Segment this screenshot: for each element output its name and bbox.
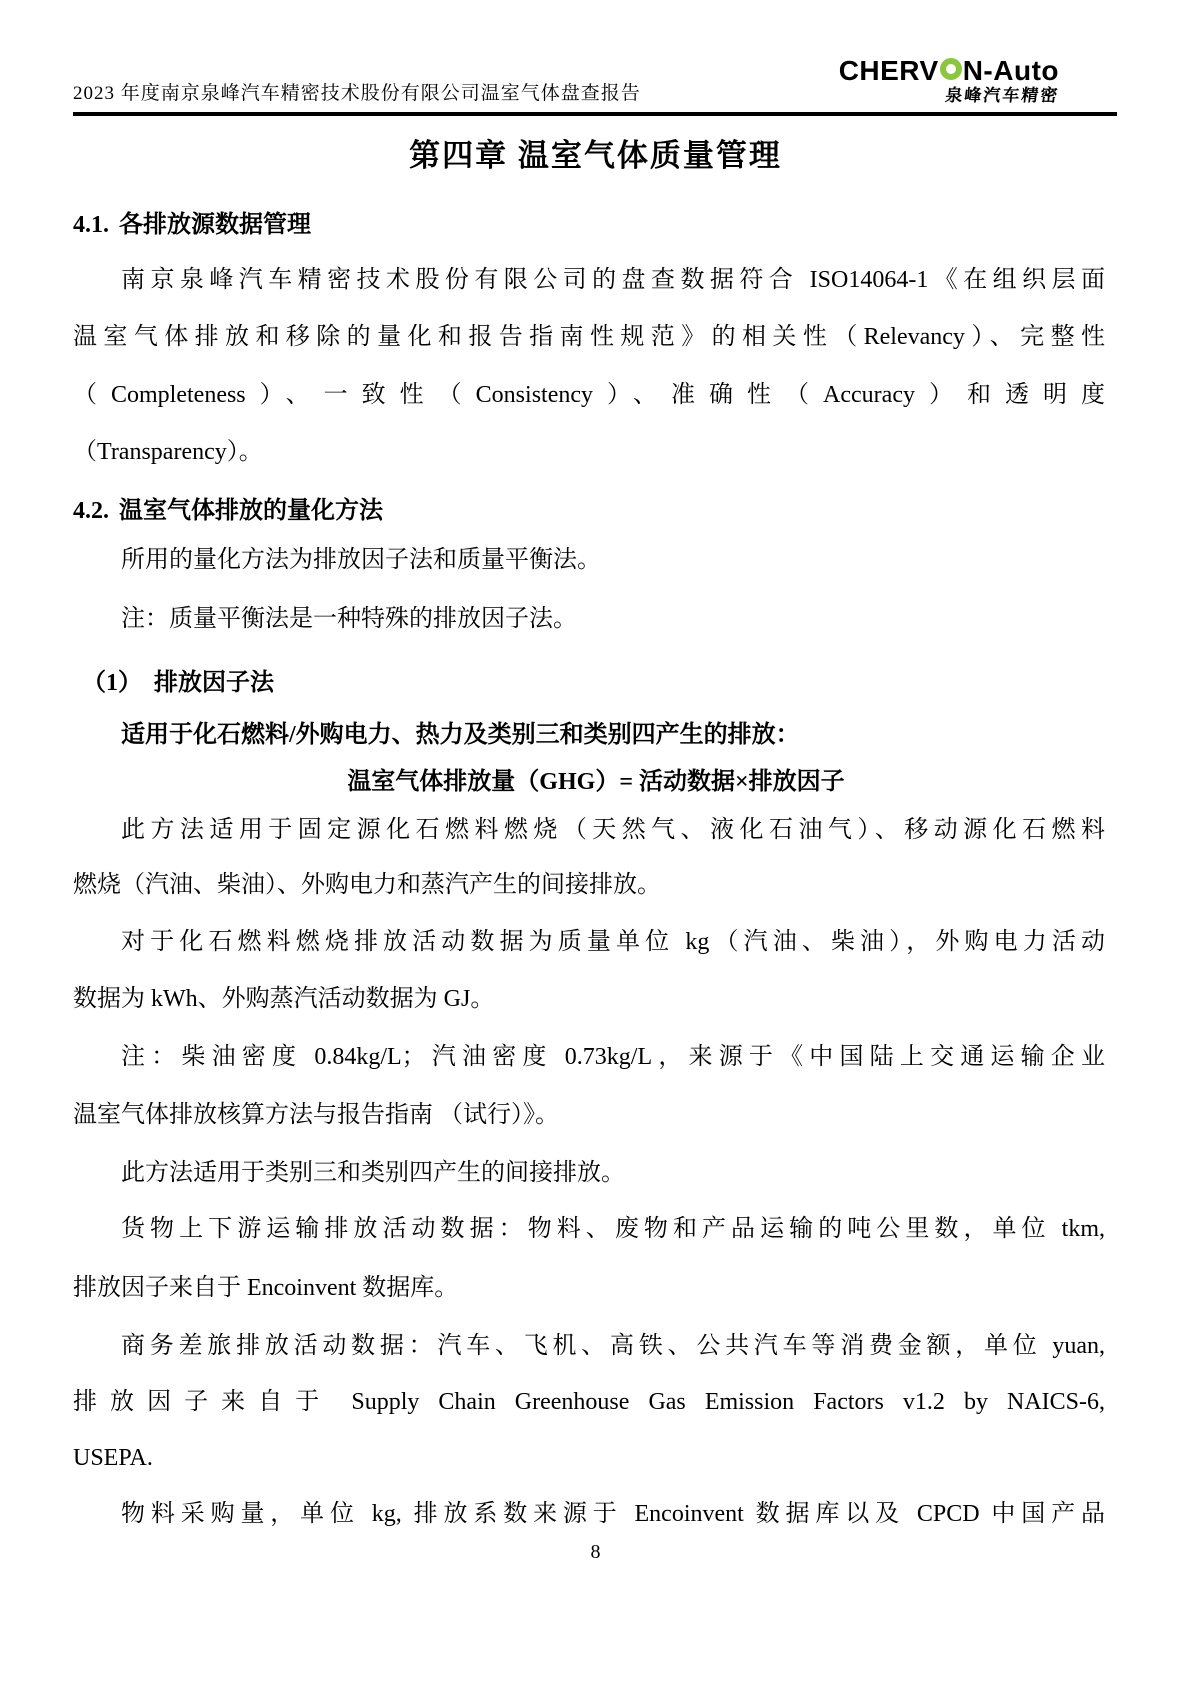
- paragraph-line: 所用的量化方法为排放因子法和质量平衡法。: [121, 547, 601, 573]
- section-heading-42: [73, 490, 383, 525]
- paragraph-line: 南京泉峰汽车精密技术股份有限公司的盘查数据符合 ISO14064-1《在组织层面: [121, 267, 1105, 293]
- body-line: 温室气体排放核算方法与报告指南 （试行）》。: [73, 1102, 559, 1128]
- ghg-formula: 温室气体排放量（GHG）= 活动数据×排放因子: [347, 769, 845, 795]
- page-number: 8: [590, 1541, 601, 1563]
- paragraph-line: 注：质量平衡法是一种特殊的排放因子法。: [121, 606, 577, 632]
- logo-text-left: CHERV: [838, 55, 939, 86]
- section-title: 温室气体排放的量化方法: [119, 498, 383, 524]
- paragraph-line: 温室气体排放和移除的量化和报告指南性规范》的相关性（Relevancy）、完整性: [73, 324, 1105, 350]
- logo-text-right: N-Auto: [962, 55, 1059, 86]
- body-line: 对于化石燃料燃烧排放活动数据为质量单位 kg（汽油、柴油），外购电力活动: [121, 929, 1105, 955]
- section-number: 4.1.: [73, 212, 109, 238]
- body-line: 注：柴油密度 0.84kg/L；汽油密度 0.73kg/L，来源于《中国陆上交通运输企业: [121, 1044, 1105, 1070]
- paragraph-line: （Completeness）、一致性（Consistency）、准确性（Accuracy）和透明度: [73, 382, 1105, 408]
- chapter-title: 第四章 温室气体质量管理: [409, 138, 782, 173]
- body-line: 物料采购量，单位 kg, 排放系数来源于 Encoinvent 数据库以及 CPCD 中国产品: [121, 1501, 1105, 1527]
- header-divider: [73, 112, 1117, 116]
- body-line: 货物上下游运输排放活动数据：物料、废物和产品运输的吨公里数，单位 tkm,: [121, 1216, 1105, 1242]
- body-line: 数据为 kWh、外购蒸汽活动数据为 GJ。: [73, 986, 495, 1012]
- body-line: 排放因子来自于 Supply Chain Greenhouse Gas Emission Factors v1.2 by NAICS-6,: [73, 1389, 1105, 1415]
- body-line: 此方法适用于固定源化石燃料燃烧（天然气、液化石油气）、移动源化石燃料: [121, 817, 1105, 843]
- paragraph-line: （Transparency）。: [73, 439, 263, 465]
- method-label: （1）: [82, 670, 142, 696]
- section-heading-41: [73, 204, 311, 239]
- method-scope-note: 适用于化石燃料/外购电力、热力及类别三和类别四产生的排放：: [121, 722, 800, 748]
- logo-o-ring-icon: [940, 58, 962, 80]
- logo-wordmark: [839, 56, 1059, 86]
- section-number: 4.2.: [73, 498, 109, 524]
- method-title: 排放因子法: [154, 670, 274, 696]
- body-line: USEPA.: [73, 1445, 153, 1471]
- logo-subtitle: 泉峰汽车精密: [944, 86, 1061, 105]
- chervon-auto-logo: [839, 56, 1059, 106]
- body-line: 排放因子来自于 Encoinvent 数据库。: [73, 1275, 459, 1301]
- section-title: 各排放源数据管理: [119, 212, 311, 238]
- body-line: 此方法适用于类别三和类别四产生的间接排放。: [121, 1160, 625, 1186]
- method-1-heading: [82, 662, 274, 697]
- header-report-title: 2023 年度南京泉峰汽车精密技术股份有限公司温室气体盘查报告: [73, 83, 641, 104]
- body-line: 燃烧（汽油、柴油）、外购电力和蒸汽产生的间接排放。: [73, 872, 661, 898]
- body-line: 商务差旅排放活动数据：汽车、飞机、高铁、公共汽车等消费金额，单位 yuan,: [121, 1333, 1105, 1359]
